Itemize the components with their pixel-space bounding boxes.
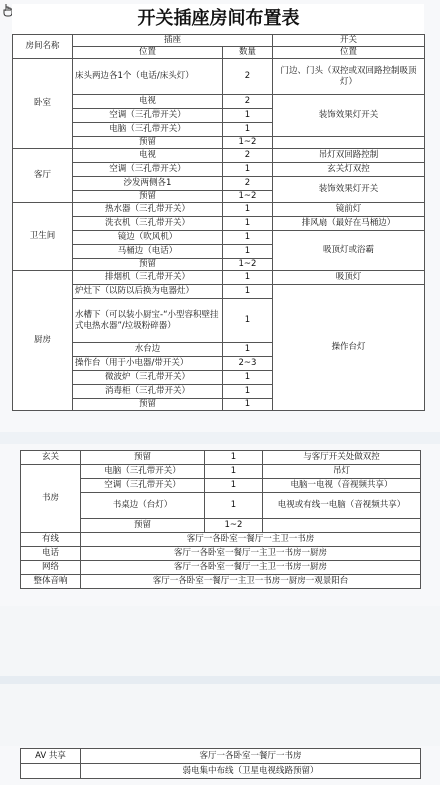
room-foyer: 玄关 [21,451,81,465]
room-kitchen: 厨房 [13,271,73,411]
wiring-audio: 整体音响 [21,575,81,589]
socket-position: 电脑（三孔带开关） [73,123,223,137]
socket-quantity: 1 [223,343,273,357]
table-row [21,451,421,465]
socket-quantity: 1 [223,399,273,411]
table-row [13,95,425,109]
socket-position: 操作台（用于小电器/带开关） [73,357,223,371]
socket-position: 空调（三孔带开关） [81,479,205,493]
table-row [21,764,421,779]
table-row [13,203,425,217]
socket-quantity: 1 [223,203,273,217]
wiring-weak-label-empty [21,764,81,779]
switch-position: 与客厅开关处做双控 [263,451,421,465]
room-bedroom: 卧室 [13,59,73,149]
switch-position: 吊灯 [263,465,421,479]
switch-position: 排风扇（最好在马桶边） [273,217,425,231]
main-table-section [12,4,424,411]
table-row [13,59,425,95]
socket-position: 电视 [73,149,223,163]
socket-position: 预留 [73,259,223,271]
table-row [13,285,425,299]
switch-position: 吸顶灯 [273,271,425,285]
wiring-phone: 电话 [21,547,81,561]
socket-quantity: 2 [223,59,273,95]
table-row [21,519,421,533]
table-row [13,271,425,285]
table-row [21,547,421,561]
socket-position: 沙发两侧各1 [73,177,223,191]
header-room-name: 房间名称 [13,35,73,59]
image-seam [0,606,440,746]
socket-quantity: 1 [205,493,263,519]
socket-quantity: 1 [223,385,273,399]
divider [0,676,440,684]
wiring-phone-rooms: 客厅一各卧室一餐厅一主卫一书房一厨房 [81,547,421,561]
header-socket: 插座 [73,35,273,47]
wiring-cable: 有线 [21,533,81,547]
switch-position: 玄关灯双控 [273,163,425,177]
switch-position: 吸顶灯或浴霸 [273,231,425,271]
socket-quantity: 1 [205,479,263,493]
wiring-weak-current: 弱电集中布线（卫星电视线路预留） [81,764,421,779]
third-table-section [20,748,420,779]
socket-quantity: 2 [223,149,273,163]
header-switch-position: 位置 [273,47,425,59]
header-quantity: 数量 [223,47,273,59]
socket-quantity: 1 [205,465,263,479]
socket-position: 预留 [81,451,205,465]
switch-position: 装饰效果灯开关 [273,177,425,203]
socket-quantity: 1 [223,371,273,385]
wiring-audio-rooms: 客厅一各卧室一餐厅一主卫一书房一厨房一观景阳台 [81,575,421,589]
socket-position: 水台边 [73,343,223,357]
socket-quantity: 1 [223,163,273,177]
header-position: 位置 [73,47,223,59]
socket-quantity: 2 [223,95,273,109]
socket-quantity: 1 [223,109,273,123]
switch-position: 吊灯双回路控制 [273,149,425,163]
page-title: 开关插座房间布置表 [137,8,300,29]
wiring-network: 网络 [21,561,81,575]
switch-position: 镜前灯 [273,203,425,217]
socket-position: 水槽下（可以装小厨宝-“小型容积壁挂式电热水器”/垃圾粉碎器） [73,299,223,343]
switch-position: 电脑一电视（音视频共享） [263,479,421,493]
main-table [12,4,425,411]
socket-quantity: 1 [223,285,273,299]
table-row [13,163,425,177]
socket-position: 热水器（三孔带开关） [73,203,223,217]
second-table-section [20,450,420,589]
socket-position: 床头两边各1个（电话/床头灯） [73,59,223,95]
socket-position: 消毒柜（三孔带开关） [73,385,223,399]
socket-position: 电视 [73,95,223,109]
header-switch: 开关 [273,35,425,47]
socket-position: 书桌边（台灯） [81,493,205,519]
socket-quantity: 1 [223,123,273,137]
socket-quantity: 1 [223,217,273,231]
table-row [21,479,421,493]
socket-quantity: 1~2 [223,191,273,203]
wiring-av-rooms: 客厅一各卧室一餐厅一书房 [81,749,421,764]
image-seam [0,432,440,444]
socket-quantity: 1~2 [205,519,263,533]
socket-quantity: 2 [223,177,273,191]
socket-quantity: 1~2 [223,137,273,149]
table-row [21,465,421,479]
socket-position: 电脑（三孔带开关） [81,465,205,479]
room-study: 书房 [21,465,81,533]
table-row [13,217,425,231]
socket-quantity: 1 [223,245,273,259]
socket-position: 洗衣机（三孔带开关） [73,217,223,231]
table-row [13,231,425,245]
room-bathroom: 卫生间 [13,203,73,271]
socket-quantity: 1 [205,451,263,465]
switch-position: 门边、门头（双控或双回路控制吸顶灯） [273,59,425,95]
table-row [13,137,425,149]
socket-position: 预留 [73,191,223,203]
table-row [21,749,421,764]
switch-position: 操作台灯 [273,285,425,411]
switch-position: 电视或有线一电脑（音视频共享） [263,493,421,519]
socket-position: 空调（三孔带开关） [73,163,223,177]
table-row [21,575,421,589]
table-row [21,561,421,575]
socket-quantity: 2~3 [223,357,273,371]
socket-position: 微波炉（三孔带开关） [73,371,223,385]
third-table [20,748,421,779]
socket-position: 镜边（吹风机） [73,231,223,245]
wiring-av: AV 共享 [21,749,81,764]
socket-quantity: 1 [223,271,273,285]
socket-position: 排烟机（三孔带开关） [73,271,223,285]
socket-position: 预留 [81,519,205,533]
switch-position-empty [273,137,425,149]
room-living: 客厅 [13,149,73,203]
socket-quantity: 1 [223,299,273,343]
socket-position: 预留 [73,399,223,411]
socket-position: 空调（三孔带开关） [73,109,223,123]
wiring-network-rooms: 客厅一各卧室一餐厅一主卫一书房一厨房 [81,561,421,575]
wiring-cable-rooms: 客厅一各卧室一餐厅一主卫一书房 [81,533,421,547]
switch-position-empty [263,519,421,533]
socket-position: 预留 [73,137,223,149]
socket-position: 炉灶下（以防以后换为电器灶） [73,285,223,299]
table-row [21,533,421,547]
socket-quantity: 1 [223,231,273,245]
table-row [13,177,425,191]
table-row [13,149,425,163]
switch-position: 装饰效果灯开关 [273,95,425,137]
socket-quantity: 1~2 [223,259,273,271]
second-table [20,450,421,589]
table-row [21,493,421,519]
socket-position: 马桶边（电话） [73,245,223,259]
